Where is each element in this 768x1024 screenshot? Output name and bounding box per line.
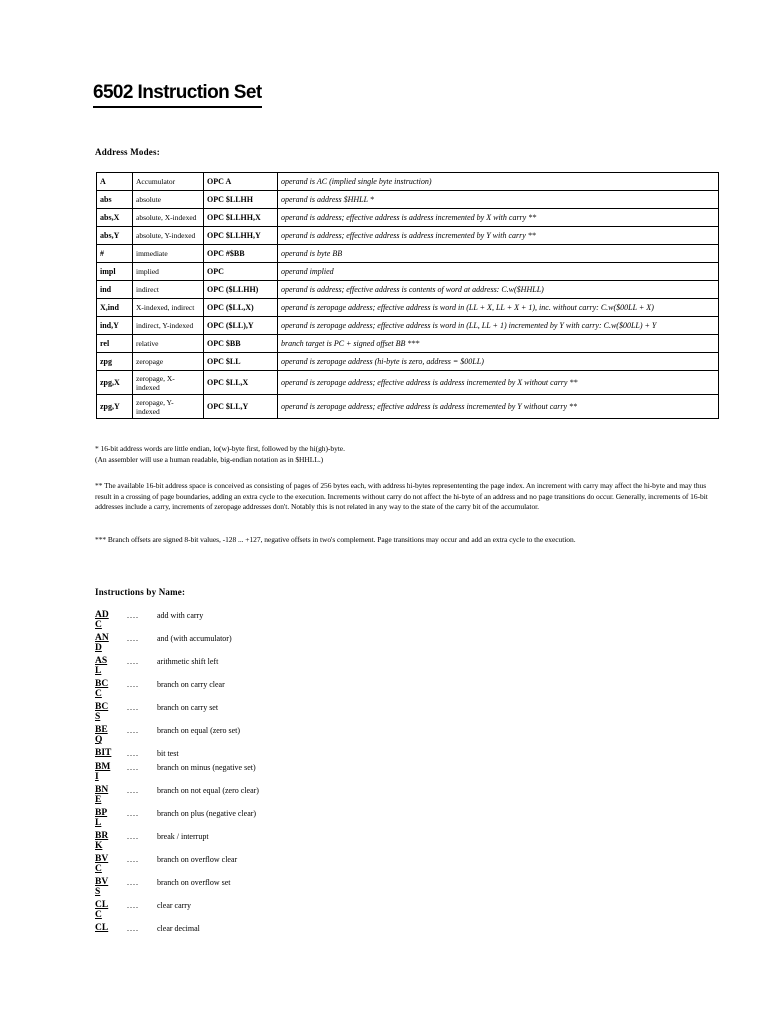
mode-name-line: indexed [136,406,160,416]
cell-assembler-format: OPC $LLHH [204,191,278,209]
mode-name-line: implied [136,267,159,276]
cell-mode-abbr: abs,X [97,209,133,227]
cell-assembler-format: OPC ($LL),Y [204,317,278,335]
mode-name-line: indirect, Y-indexed [136,321,194,330]
mode-name-line: immediate [136,249,168,258]
cell-description: operand is zeropage address; effective address is address incremented by X without carry ** [278,371,719,395]
cell-mode-abbr: abs,Y [97,227,133,245]
mode-name-line: indexed [136,382,160,392]
table-row [97,371,719,395]
instruction-link[interactable]: BV S [95,877,109,897]
dots-separator: .... [127,634,139,643]
instruction-description: branch on overflow set [157,878,231,887]
table-row [97,317,719,335]
instruction-description: arithmetic shift left [157,657,219,666]
table-row [97,263,719,281]
instruction-description: bit test [157,749,179,758]
address-modes-table [96,172,719,419]
cell-mode-name [133,227,204,245]
mode-name-line: absolute [136,195,161,204]
cell-assembler-format: OPC [204,263,278,281]
instruction-description: branch on not equal (zero clear) [157,786,259,795]
cell-description: operand is AC (implied single byte instruction) [278,173,719,191]
footnote-line: * 16-bit address words are little endian, lo(w)-byte first, followed by the hi(gh)-byte. [95,444,345,453]
cell-mode-name [133,299,204,317]
cell-description: operand implied [278,263,719,281]
address-modes-body [97,173,719,419]
instruction-link[interactable]: CL [95,923,109,933]
cell-mode-abbr: A [97,173,133,191]
cell-assembler-format: OPC A [204,173,278,191]
instructions-by-name-label: Instructions by Name: [95,587,186,597]
dots-separator: .... [127,878,139,887]
cell-description: operand is address; effective address is contents of word at address: C.w($HHLL) [278,281,719,299]
instruction-description: branch on minus (negative set) [157,763,256,772]
mode-name-line: indirect [136,285,159,294]
mode-name-line: zeropage, Y- [136,397,174,407]
cell-assembler-format: OPC $LL,X [204,371,278,395]
instruction-entry [95,679,595,699]
dots-separator: .... [127,657,139,666]
table-row [97,209,719,227]
cell-assembler-format: OPC $LL [204,353,278,371]
instruction-link[interactable]: BM I [95,762,111,782]
instruction-entry [95,831,595,851]
dots-separator: .... [127,924,139,933]
instruction-link[interactable]: BIT [95,748,112,758]
instruction-link[interactable]: BP L [95,808,108,828]
cell-mode-name [133,317,204,335]
cell-mode-name [133,281,204,299]
instruction-link[interactable]: BC S [95,702,109,722]
table-row [97,335,719,353]
instruction-entry [95,748,595,759]
instruction-link[interactable]: BC C [95,679,109,699]
instruction-description: branch on carry clear [157,680,225,689]
footnote-little-endian [95,444,719,465]
cell-mode-abbr: zpg,X [97,371,133,395]
instruction-entry [95,923,595,934]
cell-assembler-format: OPC $LL,Y [204,395,278,419]
cell-description: operand is zeropage address (hi-byte is zero, address = $00LL) [278,353,719,371]
table-row [97,395,719,419]
cell-mode-abbr: impl [97,263,133,281]
cell-mode-name [133,335,204,353]
cell-description: operand is zeropage address; effective address is word in (LL, LL + 1) incremented by Y with carry: C.w($00LL) + Y [278,317,719,335]
cell-description: operand is address; effective address is address incremented by Y with carry ** [278,227,719,245]
dots-separator: .... [127,749,139,758]
instruction-description: branch on overflow clear [157,855,238,864]
table-row [97,353,719,371]
cell-mode-name [133,245,204,263]
instruction-description: and (with accumulator) [157,634,232,643]
table-row [97,281,719,299]
instruction-description: branch on carry set [157,703,219,712]
table-row [97,191,719,209]
instruction-entry [95,900,595,920]
instruction-link[interactable]: BN E [95,785,109,805]
cell-assembler-format: OPC $LLHH,Y [204,227,278,245]
mode-name-line: absolute, X-indexed [136,213,197,222]
instruction-link[interactable]: BE Q [95,725,108,745]
cell-mode-name [133,173,204,191]
footnote-address-space: ** The available 16-bit address space is conceived as consisting of pages of 256 bytes each, with address hi-bytes represententing the page index. An increment with carry may affect the hi-byte and may thus result in a crossing of page boundaries, adding an extra cycle to the execution. Increments without carry do not affect the hi-byte of an address and no page transitions do occur. Generally, increments of 16-bit addresses include a carry, increments of zeropage addresses don't. Notably this is not related in any way to the state of the carry bit of the accumulator. [95,481,708,511]
cell-assembler-format: OPC ($LL,X) [204,299,278,317]
cell-assembler-format: OPC #$BB [204,245,278,263]
dots-separator: .... [127,786,139,795]
cell-mode-abbr: # [97,245,133,263]
instruction-link[interactable]: BV C [95,854,109,874]
cell-mode-abbr: abs [97,191,133,209]
instruction-description: break / interrupt [157,832,209,841]
instruction-description: clear carry [157,901,191,910]
cell-mode-abbr: ind [97,281,133,299]
instruction-description: clear decimal [157,924,200,933]
dots-separator: .... [127,680,139,689]
cell-description: operand is zeropage address; effective address is address incremented by Y without carry ** [278,395,719,419]
mode-name-line: absolute, Y-indexed [136,231,196,240]
cell-mode-abbr: X,ind [97,299,133,317]
cell-description: operand is address; effective address is address incremented by X with carry ** [278,209,719,227]
cell-mode-abbr: zpg [97,353,133,371]
mode-name-line: relative [136,339,159,348]
cell-mode-abbr: rel [97,335,133,353]
instruction-entry [95,633,595,653]
instruction-list [95,610,595,937]
instruction-entry [95,762,595,782]
cell-assembler-format: OPC ($LLHH) [204,281,278,299]
footnote-line: (An assembler will use a human readable, big-endian notation as in $HHLL.) [95,454,324,464]
dots-separator: .... [127,611,139,620]
instruction-entry [95,725,595,745]
cell-mode-name [133,395,204,419]
mode-name-line: zeropage, X- [136,373,175,383]
cell-mode-name [133,191,204,209]
table-row [97,245,719,263]
instruction-link[interactable]: BR K [95,831,109,851]
mode-name-line: zeropage [136,357,164,366]
cell-description: branch target is PC + signed offset BB *** [278,335,719,353]
mode-name-line: X-indexed, indirect [136,303,195,312]
instruction-link[interactable]: AS L [95,656,108,676]
instruction-entry [95,808,595,828]
instruction-link[interactable]: CL C [95,900,109,920]
dots-separator: .... [127,901,139,910]
dots-separator: .... [127,763,139,772]
instruction-description: branch on equal (zero set) [157,726,241,735]
table-row [97,227,719,245]
table-row [97,299,719,317]
instruction-entry [95,854,595,874]
instruction-link[interactable]: AN D [95,633,109,653]
cell-mode-abbr: zpg,Y [97,395,133,419]
cell-description: operand is address $HHLL * [278,191,719,209]
instruction-entry [95,656,595,676]
instruction-entry [95,610,595,630]
dots-separator: .... [127,703,139,712]
instruction-entry [95,785,595,805]
cell-mode-name [133,209,204,227]
table-row [97,173,719,191]
cell-mode-name [133,263,204,281]
cell-description: operand is byte BB [278,245,719,263]
mode-name-line: Accumulator [136,177,176,186]
footnote-branch-offsets: *** Branch offsets are signed 8-bit values, -128 ... +127, negative offsets in two's complement. Page transitions may occur and add an extra cycle to the execution. [95,535,576,544]
dots-separator: .... [127,855,139,864]
dots-separator: .... [127,832,139,841]
cell-mode-abbr: ind,Y [97,317,133,335]
cell-assembler-format: OPC $BB [204,335,278,353]
cell-mode-name [133,371,204,395]
instruction-link[interactable]: AD C [95,610,109,630]
instruction-description: branch on plus (negative clear) [157,809,257,818]
cell-assembler-format: OPC $LLHH,X [204,209,278,227]
address-modes-label: Address Modes: [95,147,160,157]
cell-mode-name [133,353,204,371]
instruction-entry [95,877,595,897]
dots-separator: .... [127,726,139,735]
page-title: 6502 Instruction Set [93,82,262,108]
cell-description: operand is zeropage address; effective address is word in (LL + X, LL + X + 1), inc. without carry: C.w($00LL + X) [278,299,719,317]
instruction-description: add with carry [157,611,204,620]
dots-separator: .... [127,809,139,818]
instruction-entry [95,702,595,722]
